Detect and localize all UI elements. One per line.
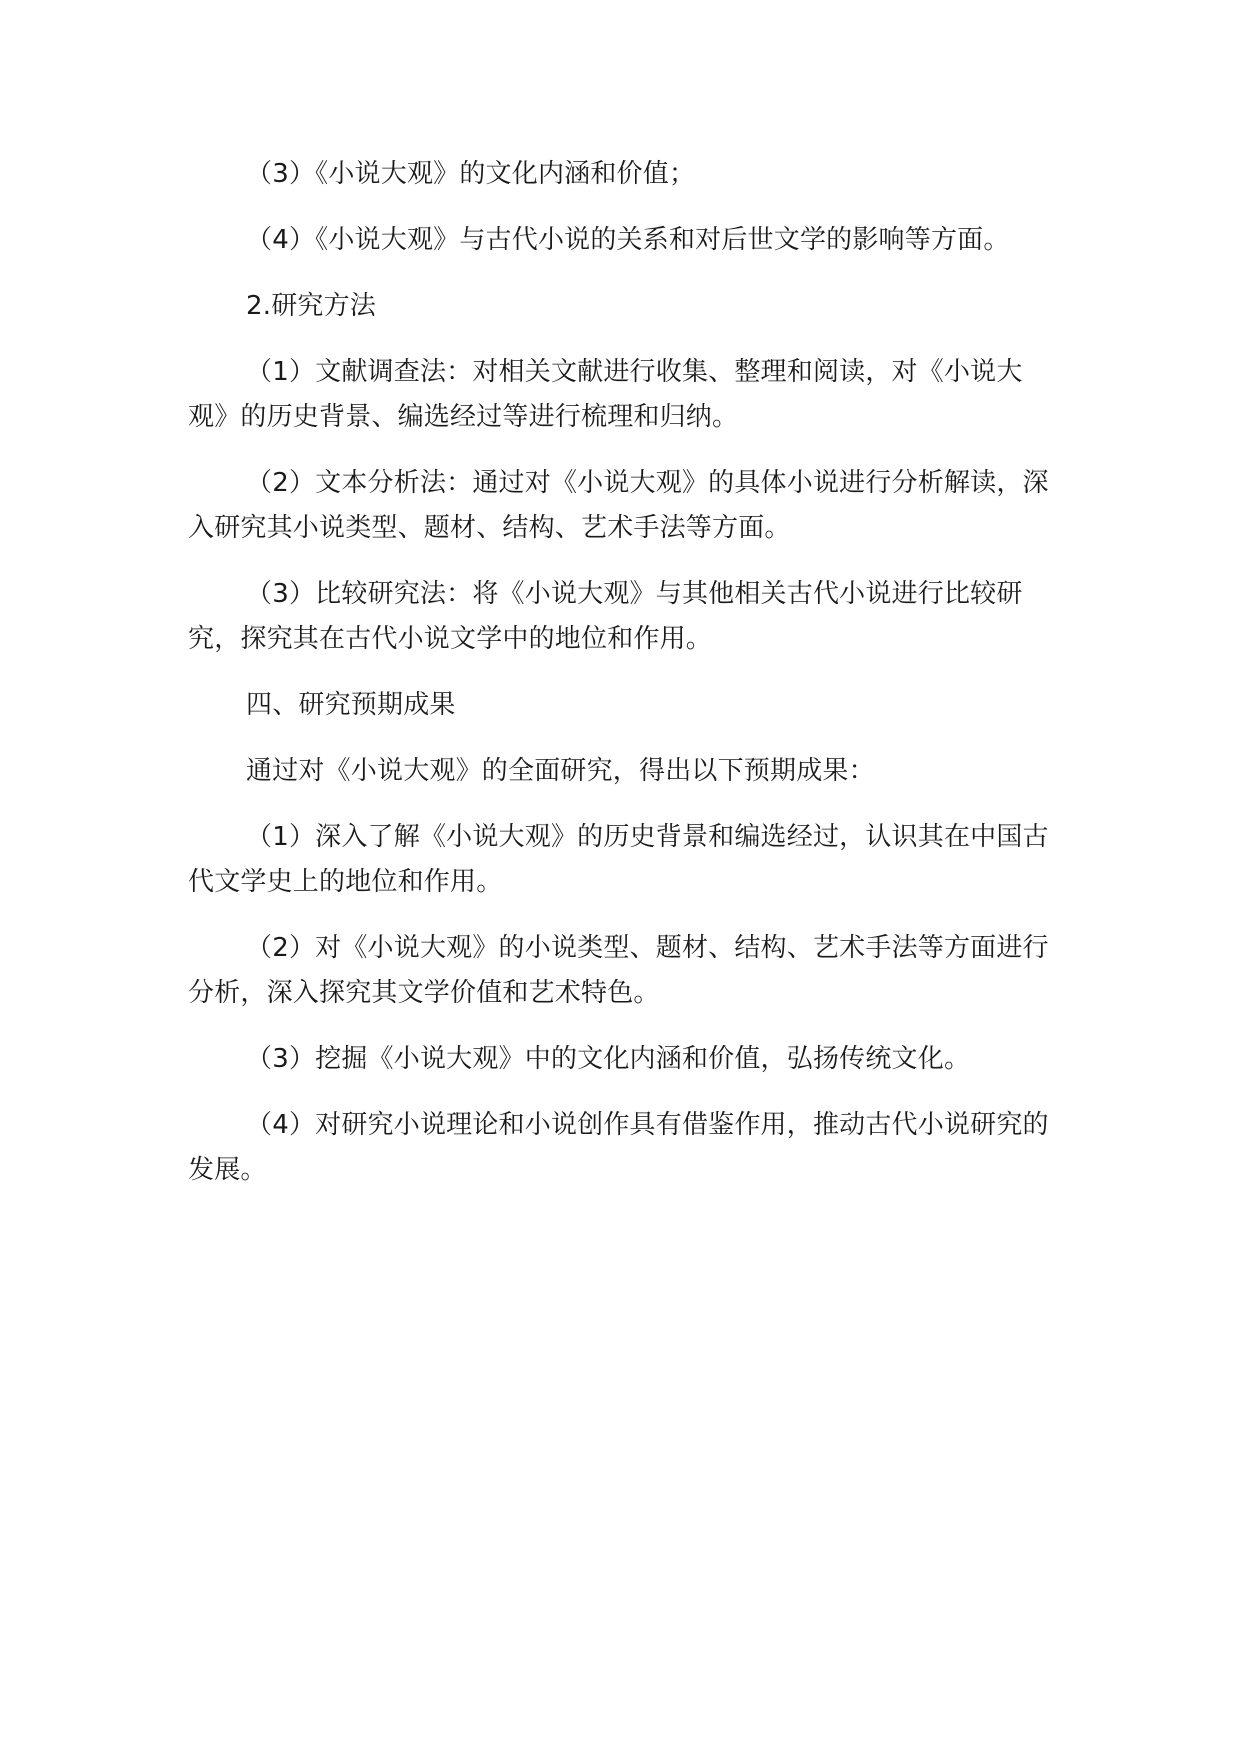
paragraph-method-comparative-study: （3）比较研究法：将《小说大观》与其他相关古代小说进行比较研究，探究其在古代小说文学中的地位和作用。 [188, 579, 1023, 654]
paragraph-content-item-4: （4）《小说大观》与古代小说的关系和对后世文学的影响等方面。 [246, 225, 1010, 255]
paragraph-method-text-analysis: （2）文本分析法：通过对《小说大观》的具体小说进行分析解读，深入研究其小说类型、题材、结构、艺术手法等方面。 [188, 468, 1049, 543]
paragraph-expected-result-2: （2）对《小说大观》的小说类型、题材、结构、艺术手法等方面进行分析，深入探究其文学价值和艺术特色。 [188, 933, 1049, 1008]
paragraph-content-item-3: （3）《小说大观》的文化内涵和价值； [246, 159, 696, 189]
paragraph-method-literature-survey: （1）文献调查法：对相关文献进行收集、整理和阅读，对《小说大观》的历史背景、编选经过等进行梳理和归纳。 [188, 357, 1023, 432]
document-body [188, 152, 1052, 1214]
paragraph-expected-result-1: （1）深入了解《小说大观》的历史背景和编选经过，认识其在中国古代文学史上的地位和作用。 [188, 822, 1049, 897]
paragraph-expected-result-3: （3）挖掘《小说大观》中的文化内涵和价值，弘扬传统文化。 [246, 1044, 971, 1074]
section-heading-research-methods: 2.研究方法 [246, 291, 377, 321]
paragraph-expected-intro: 通过对《小说大观》的全面研究，得出以下预期成果： [246, 756, 875, 786]
section-heading-expected-results: 四、研究预期成果 [246, 690, 456, 720]
paragraph-expected-result-4: （4）对研究小说理论和小说创作具有借鉴作用，推动古代小说研究的发展。 [188, 1110, 1049, 1185]
